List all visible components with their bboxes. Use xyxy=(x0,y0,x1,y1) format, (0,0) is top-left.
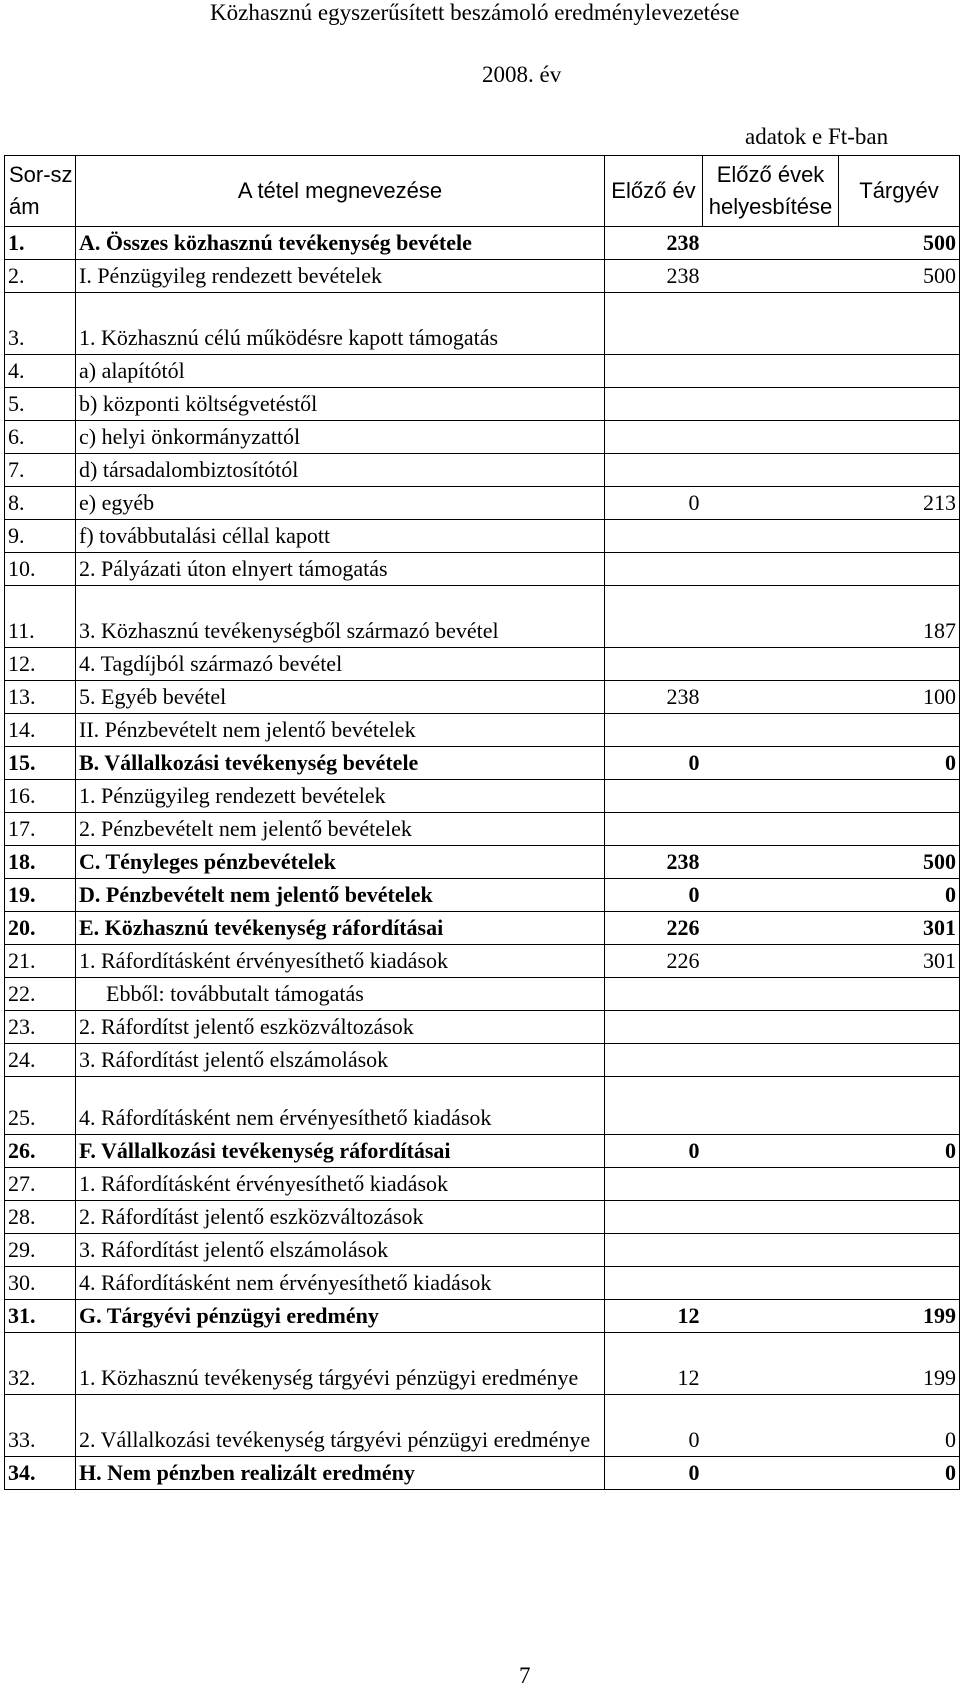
row-label: G. Tárgyévi pénzügyi eredmény xyxy=(76,1300,605,1333)
row-label: 3. Ráfordítást jelentő elszámolások xyxy=(76,1234,605,1267)
table-row xyxy=(5,879,960,912)
row-value-previous-year xyxy=(605,1267,703,1300)
row-label: 4. Tagdíjból származó bevétel xyxy=(76,648,605,681)
row-value-current-year: 0 xyxy=(839,1395,960,1457)
row-label: 5. Egyéb bevétel xyxy=(76,681,605,714)
row-label: D. Pénzbevételt nem jelentő bevételek xyxy=(76,879,605,912)
row-value-current-year: 0 xyxy=(839,747,960,780)
row-number: 18. xyxy=(5,846,76,879)
row-value-previous-year xyxy=(605,454,703,487)
row-value-current-year xyxy=(839,421,960,454)
row-value-current-year: 500 xyxy=(839,227,960,260)
row-value-correction xyxy=(703,487,839,520)
table-row xyxy=(5,388,960,421)
row-value-previous-year xyxy=(605,421,703,454)
row-number: 25. xyxy=(5,1077,76,1135)
row-value-current-year xyxy=(839,714,960,747)
table-row xyxy=(5,648,960,681)
col-header-megnevezes: A tétel megnevezése xyxy=(76,156,605,227)
table-row xyxy=(5,1201,960,1234)
table-row xyxy=(5,1077,960,1135)
row-number: 20. xyxy=(5,912,76,945)
table-row xyxy=(5,978,960,1011)
row-value-current-year xyxy=(839,1077,960,1135)
row-value-previous-year: 0 xyxy=(605,879,703,912)
row-value-correction xyxy=(703,1011,839,1044)
row-value-previous-year xyxy=(605,813,703,846)
row-value-current-year: 500 xyxy=(839,260,960,293)
row-value-correction xyxy=(703,747,839,780)
table-row xyxy=(5,813,960,846)
income-statement-table xyxy=(4,155,960,1490)
row-value-previous-year xyxy=(605,520,703,553)
table-row xyxy=(5,1395,960,1457)
row-label: 1. Ráfordításként érvényesíthető kiadások xyxy=(76,1168,605,1201)
table-row xyxy=(5,714,960,747)
row-value-previous-year: 238 xyxy=(605,260,703,293)
row-value-correction xyxy=(703,714,839,747)
row-value-previous-year: 238 xyxy=(605,846,703,879)
row-number: 34. xyxy=(5,1457,76,1490)
row-value-previous-year xyxy=(605,1201,703,1234)
row-number: 13. xyxy=(5,681,76,714)
document-title: Közhasznú egyszerűsített beszámoló eredménylevezetése xyxy=(210,0,740,25)
row-value-previous-year xyxy=(605,1044,703,1077)
row-value-current-year xyxy=(839,1011,960,1044)
table-row xyxy=(5,1300,960,1333)
row-value-previous-year: 238 xyxy=(605,227,703,260)
row-label: A. Összes közhasznú tevékenység bevétele xyxy=(76,227,605,260)
row-value-current-year xyxy=(839,454,960,487)
table-body xyxy=(5,227,960,1490)
row-value-correction xyxy=(703,1395,839,1457)
row-label: e) egyéb xyxy=(76,487,605,520)
row-value-correction xyxy=(703,1168,839,1201)
row-value-previous-year xyxy=(605,553,703,586)
row-value-previous-year xyxy=(605,1168,703,1201)
row-number: 19. xyxy=(5,879,76,912)
row-value-previous-year: 0 xyxy=(605,1457,703,1490)
row-value-current-year xyxy=(839,293,960,355)
row-value-correction xyxy=(703,421,839,454)
row-value-correction xyxy=(703,945,839,978)
row-value-correction xyxy=(703,260,839,293)
table-row xyxy=(5,1234,960,1267)
row-value-previous-year: 226 xyxy=(605,945,703,978)
row-number: 10. xyxy=(5,553,76,586)
row-number: 16. xyxy=(5,780,76,813)
row-value-correction xyxy=(703,813,839,846)
row-label: 3. Ráfordítást jelentő elszámolások xyxy=(76,1044,605,1077)
table-row xyxy=(5,1168,960,1201)
table-row xyxy=(5,1044,960,1077)
row-number: 22. xyxy=(5,978,76,1011)
row-number: 15. xyxy=(5,747,76,780)
row-value-current-year: 100 xyxy=(839,681,960,714)
row-number: 11. xyxy=(5,586,76,648)
row-number: 30. xyxy=(5,1267,76,1300)
row-value-correction xyxy=(703,227,839,260)
row-label: 1. Közhasznú célú működésre kapott támogatás xyxy=(76,293,605,355)
row-number: 8. xyxy=(5,487,76,520)
page-number: 7 xyxy=(519,1663,531,1688)
row-value-previous-year xyxy=(605,1234,703,1267)
row-value-current-year: 187 xyxy=(839,586,960,648)
row-label: 2. Pénzbevételt nem jelentő bevételek xyxy=(76,813,605,846)
row-label: 1. Közhasznú tevékenység tárgyévi pénzügyi eredménye xyxy=(76,1333,605,1395)
row-value-correction xyxy=(703,1201,839,1234)
row-number: 5. xyxy=(5,388,76,421)
row-value-correction xyxy=(703,1234,839,1267)
row-value-previous-year xyxy=(605,293,703,355)
row-value-current-year: 500 xyxy=(839,846,960,879)
row-value-current-year xyxy=(839,553,960,586)
row-value-current-year xyxy=(839,648,960,681)
row-value-current-year xyxy=(839,1044,960,1077)
row-value-previous-year xyxy=(605,714,703,747)
table-row xyxy=(5,293,960,355)
row-value-previous-year xyxy=(605,388,703,421)
row-value-previous-year xyxy=(605,586,703,648)
row-value-current-year xyxy=(839,780,960,813)
row-value-current-year xyxy=(839,355,960,388)
table-row xyxy=(5,780,960,813)
row-number: 28. xyxy=(5,1201,76,1234)
row-label: 2. Ráfordítást jelentő eszközváltozások xyxy=(76,1201,605,1234)
row-value-correction xyxy=(703,681,839,714)
row-label: H. Nem pénzben realizált eredmény xyxy=(76,1457,605,1490)
row-value-current-year xyxy=(839,1234,960,1267)
table-row xyxy=(5,487,960,520)
row-number: 2. xyxy=(5,260,76,293)
row-label: 2. Ráfordítst jelentő eszközváltozások xyxy=(76,1011,605,1044)
row-number: 24. xyxy=(5,1044,76,1077)
row-number: 6. xyxy=(5,421,76,454)
table-row xyxy=(5,586,960,648)
row-value-current-year xyxy=(839,388,960,421)
row-value-current-year: 0 xyxy=(839,879,960,912)
row-number: 17. xyxy=(5,813,76,846)
table-row xyxy=(5,227,960,260)
row-number: 3. xyxy=(5,293,76,355)
row-label: 4. Ráfordításként nem érvényesíthető kiadások xyxy=(76,1267,605,1300)
row-value-correction xyxy=(703,648,839,681)
row-value-previous-year: 0 xyxy=(605,487,703,520)
row-value-current-year xyxy=(839,1201,960,1234)
row-value-current-year xyxy=(839,1267,960,1300)
table-row xyxy=(5,945,960,978)
row-label: d) társadalombiztosítótól xyxy=(76,454,605,487)
row-number: 7. xyxy=(5,454,76,487)
row-value-current-year: 213 xyxy=(839,487,960,520)
table-row xyxy=(5,1333,960,1395)
row-label: 4. Ráfordításként nem érvényesíthető kiadások xyxy=(76,1077,605,1135)
table-row xyxy=(5,355,960,388)
row-number: 4. xyxy=(5,355,76,388)
row-label: C. Tényleges pénzbevételek xyxy=(76,846,605,879)
row-number: 29. xyxy=(5,1234,76,1267)
row-number: 21. xyxy=(5,945,76,978)
row-value-correction xyxy=(703,978,839,1011)
row-label: II. Pénzbevételt nem jelentő bevételek xyxy=(76,714,605,747)
table-row xyxy=(5,912,960,945)
row-number: 27. xyxy=(5,1168,76,1201)
row-value-current-year: 301 xyxy=(839,945,960,978)
row-label: 1. Ráfordításként érvényesíthető kiadások xyxy=(76,945,605,978)
row-value-previous-year: 0 xyxy=(605,1395,703,1457)
table-row xyxy=(5,747,960,780)
row-value-correction xyxy=(703,1333,839,1395)
row-value-previous-year: 0 xyxy=(605,747,703,780)
col-header-targyev: Tárgyév xyxy=(839,156,960,227)
row-label: Ebből: továbbutalt támogatás xyxy=(76,978,605,1011)
table-row xyxy=(5,421,960,454)
row-number: 26. xyxy=(5,1135,76,1168)
row-label: B. Vállalkozási tevékenység bevétele xyxy=(76,747,605,780)
row-number: 14. xyxy=(5,714,76,747)
table-row xyxy=(5,846,960,879)
row-value-current-year xyxy=(839,978,960,1011)
table-row xyxy=(5,1457,960,1490)
row-label: b) központi költségvetéstől xyxy=(76,388,605,421)
row-value-correction xyxy=(703,355,839,388)
row-value-correction xyxy=(703,1457,839,1490)
table-row xyxy=(5,1135,960,1168)
row-value-correction xyxy=(703,879,839,912)
row-value-correction xyxy=(703,293,839,355)
row-value-correction xyxy=(703,846,839,879)
row-value-previous-year xyxy=(605,978,703,1011)
row-label: I. Pénzügyileg rendezett bevételek xyxy=(76,260,605,293)
row-value-correction xyxy=(703,553,839,586)
row-value-current-year xyxy=(839,1168,960,1201)
row-value-correction xyxy=(703,1135,839,1168)
row-value-correction xyxy=(703,1300,839,1333)
table-row xyxy=(5,1267,960,1300)
table-header-row xyxy=(5,156,960,227)
row-value-correction xyxy=(703,586,839,648)
row-value-current-year: 0 xyxy=(839,1135,960,1168)
row-value-correction xyxy=(703,1267,839,1300)
row-value-previous-year: 12 xyxy=(605,1300,703,1333)
row-value-correction xyxy=(703,1044,839,1077)
row-label: E. Közhasznú tevékenység ráfordításai xyxy=(76,912,605,945)
row-number: 31. xyxy=(5,1300,76,1333)
table-row xyxy=(5,260,960,293)
row-value-previous-year: 12 xyxy=(605,1333,703,1395)
col-header-elozo-evek-helyesbitese: Előző évek helyesbítése xyxy=(703,156,839,227)
row-value-correction xyxy=(703,780,839,813)
row-value-previous-year: 0 xyxy=(605,1135,703,1168)
row-value-current-year: 199 xyxy=(839,1300,960,1333)
row-number: 1. xyxy=(5,227,76,260)
row-value-previous-year xyxy=(605,648,703,681)
row-value-previous-year xyxy=(605,355,703,388)
row-value-correction xyxy=(703,1077,839,1135)
row-value-correction xyxy=(703,912,839,945)
row-label: 2. Pályázati úton elnyert támogatás xyxy=(76,553,605,586)
row-label: F. Vállalkozási tevékenység ráfordításai xyxy=(76,1135,605,1168)
row-value-current-year: 199 xyxy=(839,1333,960,1395)
table-row xyxy=(5,681,960,714)
row-number: 23. xyxy=(5,1011,76,1044)
row-value-current-year xyxy=(839,813,960,846)
row-value-previous-year: 226 xyxy=(605,912,703,945)
row-value-previous-year xyxy=(605,1011,703,1044)
table-row xyxy=(5,553,960,586)
row-value-previous-year xyxy=(605,1077,703,1135)
row-value-previous-year: 238 xyxy=(605,681,703,714)
row-label: 1. Pénzügyileg rendezett bevételek xyxy=(76,780,605,813)
row-label: f) továbbutalási céllal kapott xyxy=(76,520,605,553)
row-value-previous-year xyxy=(605,780,703,813)
row-number: 9. xyxy=(5,520,76,553)
row-value-current-year: 0 xyxy=(839,1457,960,1490)
row-value-correction xyxy=(703,454,839,487)
table-row xyxy=(5,1011,960,1044)
report-year: 2008. év xyxy=(482,62,562,87)
row-value-current-year: 301 xyxy=(839,912,960,945)
row-label: 3. Közhasznú tevékenységből származó bevétel xyxy=(76,586,605,648)
row-label: 2. Vállalkozási tevékenység tárgyévi pénzügyi eredménye xyxy=(76,1395,605,1457)
row-value-current-year xyxy=(839,520,960,553)
row-number: 12. xyxy=(5,648,76,681)
units-note: adatok e Ft-ban xyxy=(745,124,889,149)
row-number: 32. xyxy=(5,1333,76,1395)
table-row xyxy=(5,520,960,553)
row-value-correction xyxy=(703,520,839,553)
row-value-correction xyxy=(703,388,839,421)
row-label: a) alapítótól xyxy=(76,355,605,388)
row-label: c) helyi önkormányzattól xyxy=(76,421,605,454)
table-row xyxy=(5,454,960,487)
row-number: 33. xyxy=(5,1395,76,1457)
col-header-sorszam: Sor-szám xyxy=(5,156,76,227)
col-header-elozo-ev: Előző év xyxy=(605,156,703,227)
